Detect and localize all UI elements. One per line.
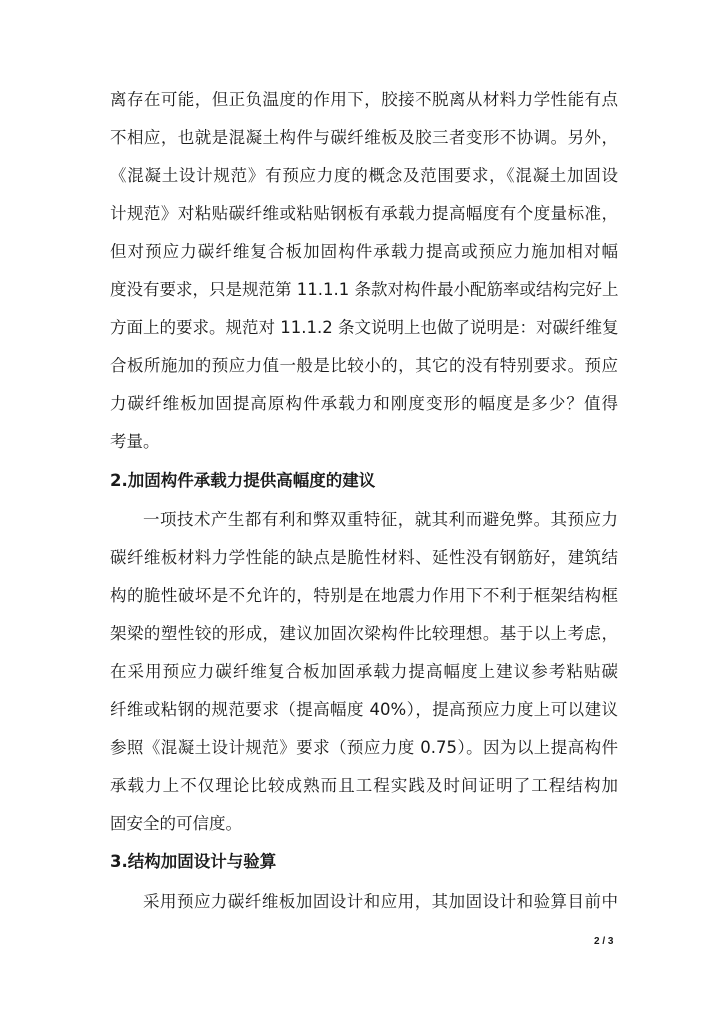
paragraph-line: 在采用预应力碳纤维复合板加固承载力提高幅度上建议参考粘贴碳 xyxy=(110,662,618,681)
paragraph-line: 合板所施加的预应力值一般是比较小的，其它的没有特别要求。预应 xyxy=(110,356,618,375)
paragraph-line: 承载力上不仅理论比较成熟而且工程实践及时间证明了工程结构加 xyxy=(110,776,618,795)
paragraph-line: 架梁的塑性铰的形成，建议加固次梁构件比较理想。基于以上考虑， xyxy=(110,624,618,643)
paragraph-line: 参照《混凝土设计规范》要求（预应力度 0.75）。因为以上提高构件 xyxy=(110,738,618,757)
paragraph-line: 离存在可能，但正负温度的作用下，胶接不脱离从材料力学性能有点 xyxy=(110,90,618,109)
paragraph-line: 方面上的要求。规范对 11.1.2 条文说明上也做了说明是：对碳纤维复 xyxy=(110,318,619,337)
paragraph-line: 固安全的可信度。 xyxy=(110,814,242,833)
paragraph-line: 《混凝土设计规范》有预应力度的概念及范围要求，《混凝土加固设 xyxy=(110,166,618,185)
paragraph-line: 一项技术产生都有利和弊双重特征，就其利而避免弊。其预应力 xyxy=(143,510,618,529)
paragraph-line: 纤维或粘钢的规范要求（提高幅度 40%），提高预应力度上可以建议 xyxy=(110,700,618,719)
paragraph-line: 碳纤维板材料力学性能的缺点是脆性材料、延性没有钢筋好，建筑结 xyxy=(110,548,618,567)
section-heading: 3.结构加固设计与验算 xyxy=(110,852,277,871)
paragraph-line: 力碳纤维板加固提高原构件承载力和刚度变形的幅度是多少？值得 xyxy=(110,394,618,413)
paragraph-line: 但对预应力碳纤维复合板加固构件承载力提高或预应力施加相对幅 xyxy=(110,242,618,261)
paragraph-line: 度没有要求，只是规范第 11.1.1 条款对构件最小配筋率或结构完好上 xyxy=(110,280,619,299)
paragraph-line: 计规范》对粘贴碳纤维或粘贴钢板有承载力提高幅度有个度量标准， xyxy=(110,204,618,223)
section-heading: 2.加固构件承载力提供高幅度的建议 xyxy=(110,471,376,490)
page-number: 2 / 3 xyxy=(594,936,614,947)
paragraph-line: 采用预应力碳纤维板加固设计和应用，其加固设计和验算目前中 xyxy=(143,892,618,911)
paragraph-line: 构的脆性破坏是不允许的，特别是在地震力作用下不利于框架结构框 xyxy=(110,586,618,605)
paragraph-line: 不相应，也就是混凝土构件与碳纤维板及胶三者变形不协调。另外， xyxy=(110,128,618,147)
paragraph-line: 考量。 xyxy=(110,432,160,451)
